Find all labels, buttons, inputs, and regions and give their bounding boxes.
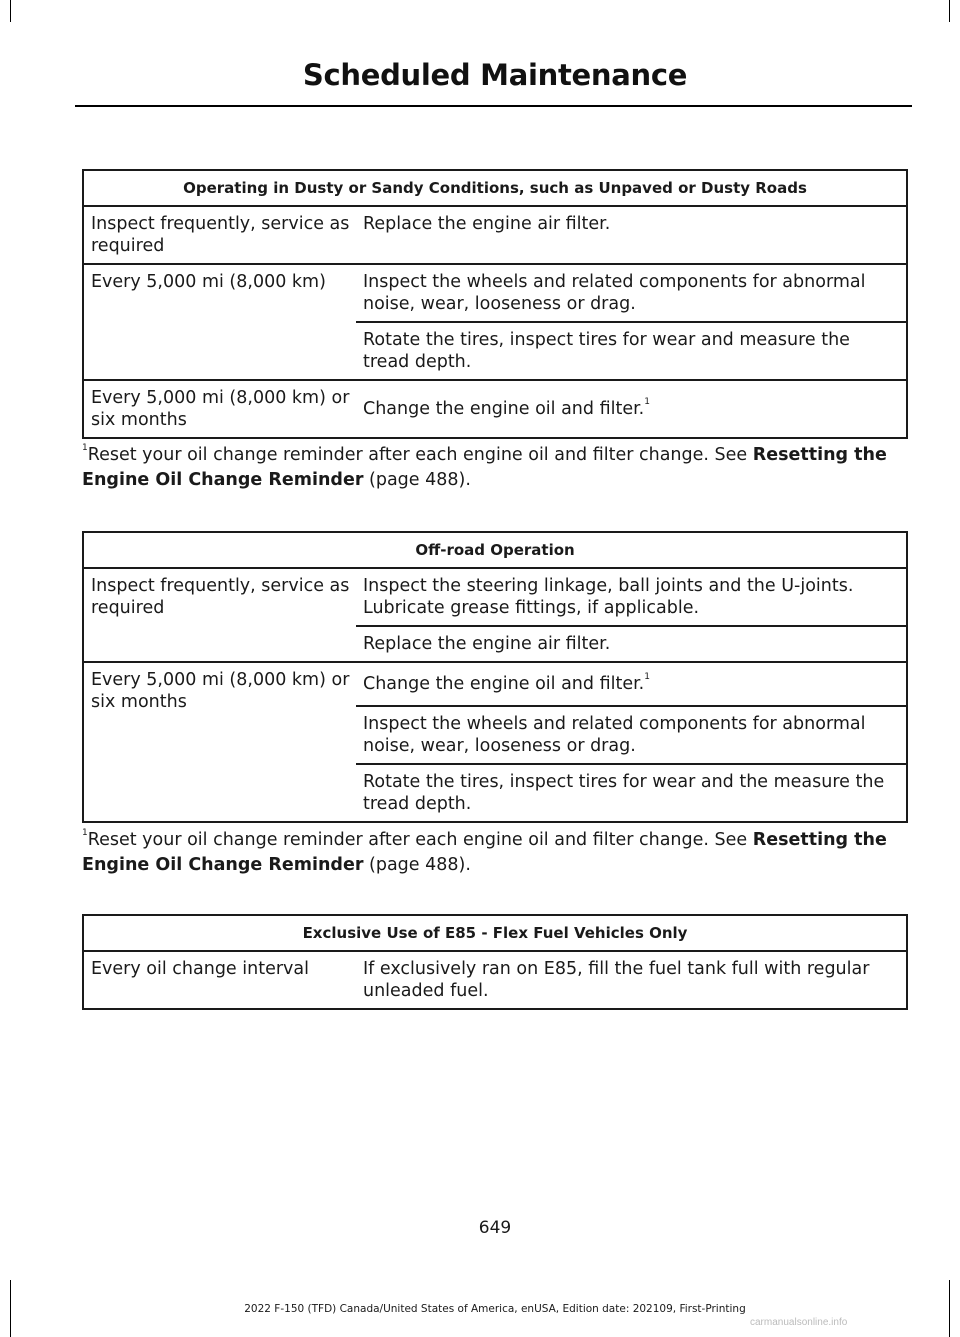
footnote-mark: 1: [82, 443, 88, 454]
page-number: 649: [478, 1218, 512, 1238]
task-cell: [356, 662, 907, 706]
page-title: Scheduled Maintenance: [302, 58, 688, 92]
footnote: [82, 443, 912, 493]
interval-cell: Inspect frequently, service as required: [83, 568, 356, 662]
task-cell: Rotate the tires, inspect tires for wear and measure the tread depth.: [356, 322, 907, 380]
footnote-mark: 1: [82, 828, 88, 839]
maintenance-table-off-road: [82, 531, 908, 823]
table-row: [83, 206, 907, 264]
task-text: Change the engine oil and filter.: [363, 399, 645, 419]
interval-cell: Every 5,000 mi (8,000 km) or six months: [83, 380, 356, 438]
table-header: Operating in Dusty or Sandy Conditions, such as Unpaved or Dusty Roads: [83, 170, 907, 206]
cross-reference-link[interactable]: Resetting the Engine Oil Change Reminder: [82, 830, 887, 875]
maintenance-table-e85: [82, 914, 908, 1010]
table-row: [83, 568, 907, 626]
crop-mark: [10, 0, 11, 22]
task-cell: If exclusively ran on E85, fill the fuel tank full with regular unleaded fuel.: [356, 951, 907, 1009]
edition-line: 2022 F-150 (TFD) Canada/United States of America, enUSA, Edition date: 202109, First-Printing: [244, 1303, 746, 1315]
interval-cell: Every oil change interval: [83, 951, 356, 1009]
interval-cell: Inspect frequently, service as required: [83, 206, 356, 264]
watermark: carmanualsonline.info: [750, 1317, 848, 1328]
task-cell: Inspect the wheels and related components for abnormal noise, wear, looseness or drag.: [356, 264, 907, 322]
page-reference: (page 488).: [363, 470, 471, 490]
footnote-text: Reset your oil change reminder after each engine oil and filter change. See: [87, 445, 753, 465]
title-divider: [75, 105, 912, 107]
task-cell: [356, 380, 907, 438]
table-row: [83, 264, 907, 322]
interval-cell: Every 5,000 mi (8,000 km): [83, 264, 356, 380]
task-cell: Replace the engine air filter.: [356, 206, 907, 264]
maintenance-table-dusty-conditions: [82, 169, 908, 439]
footnote-text: Reset your oil change reminder after each engine oil and filter change. See: [87, 830, 753, 850]
interval-cell: Every 5,000 mi (8,000 km) or six months: [83, 662, 356, 822]
footnote-mark: 1: [644, 672, 650, 683]
table-header: Exclusive Use of E85 - Flex Fuel Vehicles Only: [83, 915, 907, 951]
footnote: [82, 828, 912, 878]
table-row: [83, 662, 907, 706]
crop-mark: [949, 0, 950, 22]
table-header: Off-road Operation: [83, 532, 907, 568]
task-cell: Inspect the steering linkage, ball joints and the U-joints. Lubricate grease fittings, if applicable.: [356, 568, 907, 626]
table-row: [83, 951, 907, 1009]
task-cell: Inspect the wheels and related components for abnormal noise, wear, looseness or drag.: [356, 706, 907, 764]
task-cell: Rotate the tires, inspect tires for wear and the measure the tread depth.: [356, 764, 907, 822]
task-cell: Replace the engine air filter.: [356, 626, 907, 662]
cross-reference-link[interactable]: Resetting the Engine Oil Change Reminder: [82, 445, 887, 490]
footnote-mark: 1: [644, 397, 650, 408]
table-row: [83, 380, 907, 438]
page-reference: (page 488).: [363, 855, 471, 875]
task-text: Change the engine oil and filter.: [363, 674, 645, 694]
